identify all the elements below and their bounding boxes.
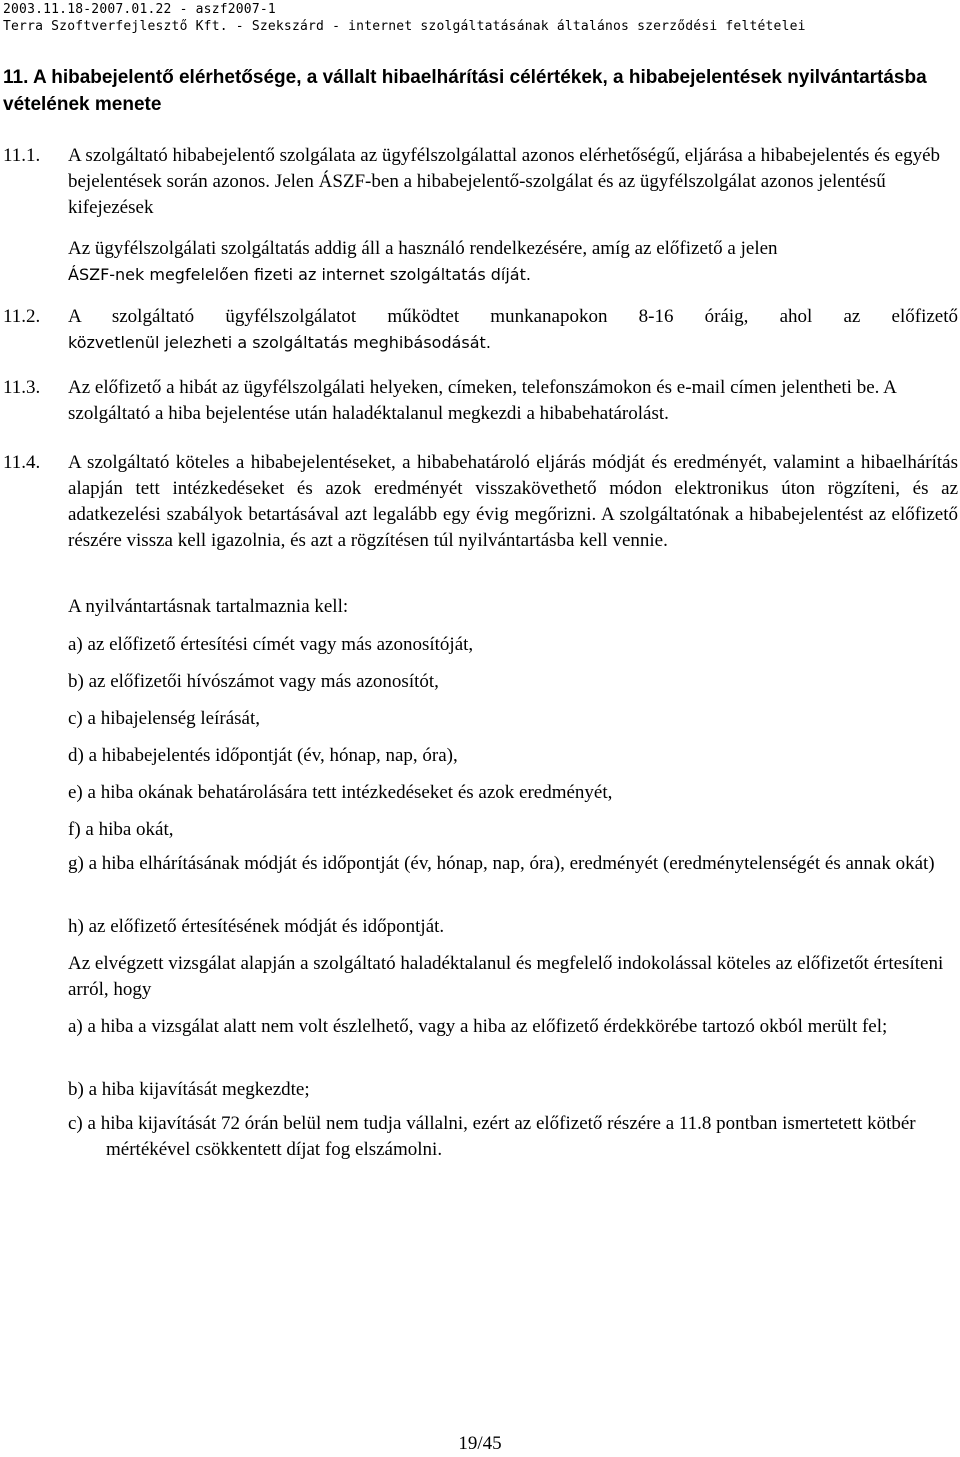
list-item: d) a hibabejelentés időpontját (év, hónap, nap, óra), — [68, 745, 458, 766]
section-number: 11.4. — [3, 452, 41, 473]
paragraph-11-1-continued — [68, 236, 958, 288]
notice-item: a) a hiba a vizsgálat alatt nem volt észlelhető, vagy a hiba az előfizető érdekkörébe tartozó okból merült fel; — [68, 1016, 888, 1037]
list-item: a) az előfizető értesítési címét vagy más azonosítóját, — [68, 634, 474, 655]
paragraph-11-2 — [68, 304, 958, 356]
list-item: h) az előfizető értesítésének módját és időpontját. — [68, 916, 445, 937]
list-item: g) a hiba elhárításának módját és időpontját (év, hónap, nap, óra), eredményét (eredménytelenségét és annak okát) — [68, 853, 935, 874]
paragraph-11-1: A szolgáltató hibabejelentő szolgálata az ügyfélszolgálattal azonos elérhetőségű, eljárása a hibabejelentés és egyéb bejelentések során azonos. Jelen ÁSZF-ben a hibabejelentő-szolgálat és az ügyfélszolgálat azonos jelentésű kifejezések — [68, 145, 941, 218]
list-item: f) a hiba okát, — [68, 819, 174, 840]
paragraph-line: A szolgáltató ügyfélszolgálatot működtet munkanapokon 8-16 óráig, ahol az előfizető — [68, 306, 958, 327]
list-item: c) a hibajelenség leírását, — [68, 708, 261, 729]
paragraph-line: ÁSZF-nek megfelelően fizeti az internet szolgáltatás díját. — [68, 265, 531, 284]
paragraph-line: közvetlenül jelezheti a szolgáltatás meghibásodását. — [68, 333, 491, 352]
header-doc-id: 2003.11.18-2007.01.22 - aszf2007-1 — [3, 2, 276, 17]
section-title: 11. A hibabejelentő elérhetősége, a vállalt hibaelhárítási célértékek, a hibabejelentések nyilvántartásba vételének menete — [3, 67, 927, 115]
list-item: b) az előfizetői hívószámot vagy más azonosítót, — [68, 671, 439, 692]
header-doc-title: Terra Szoftverfejlesztő Kft. - Szekszárd - internet szolgáltatásának általános szerződési feltételei — [3, 19, 806, 34]
notice-item: b) a hiba kijavítását megkezdte; — [68, 1079, 310, 1100]
list-intro: A nyilvántartásnak tartalmaznia kell: — [68, 596, 349, 617]
section-number: 11.1. — [3, 145, 41, 166]
paragraph-11-4: A szolgáltató köteles a hibabejelentéseket, a hibabehatároló eljárás módját és eredményét, valamint a hibaelhárítás alapján tett intézkedéseket és azok eredményét visszakövethető módon elektronikus úton rögzíteni, és az adatkezelési szabályok betartásával azt legalább egy évig megőrizni. A szolgáltatónak a hibabejelentést az előfizető részére vissza kell igazolnia, és azt a rögzítésen túl nyilvántartásba kell vennie. — [68, 452, 958, 551]
section-number: 11.3. — [3, 377, 41, 398]
list-item: e) a hiba okának behatárolására tett intézkedéseket és azok eredményét, — [68, 782, 613, 803]
paragraph-line: Az ügyfélszolgálati szolgáltatás addig áll a használó rendelkezésére, amíg az előfizető a jelen — [68, 238, 778, 259]
section-number: 11.2. — [3, 306, 41, 327]
page-number: 19/45 — [458, 1433, 502, 1454]
notice-paragraph: Az elvégzett vizsgálat alapján a szolgáltató haladéktalanul és megfelelő indokolással köteles az előfizetőt értesíteni arról, hogy — [68, 953, 944, 1000]
notice-item: c) a hiba kijavítását 72 órán belül nem tudja vállalni, ezért az előfizető részére a 11.8 pontban ismertetett kötbér mértékével csökkentett díjat fog elszámolni. — [68, 1113, 916, 1160]
paragraph-11-3: Az előfizető a hibát az ügyfélszolgálati helyeken, címeken, telefonszámokon és e-mail címen jelentheti be. A szolgáltató a hiba bejelentése után haladéktalanul megkezdi a hibabehatárolást. — [68, 377, 896, 424]
